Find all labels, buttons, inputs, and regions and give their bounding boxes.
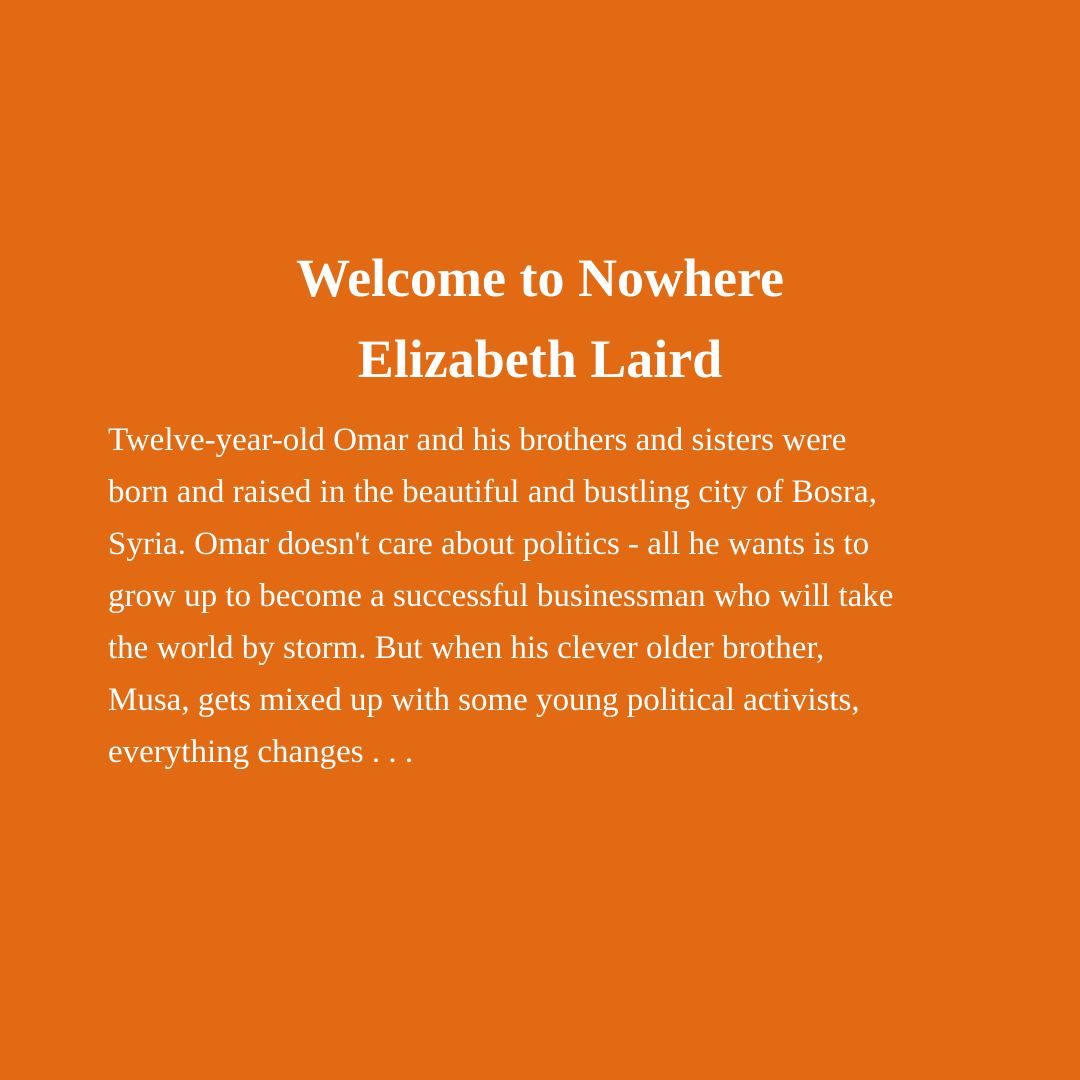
- description-line: the world by storm. But when his clever older brother,: [108, 630, 825, 666]
- book-author: Elizabeth Laird: [357, 329, 723, 389]
- description-line: Twelve-year-old Omar and his brothers and sisters were: [108, 422, 847, 458]
- book-title: Welcome to Nowhere: [296, 248, 784, 308]
- book-heading: [0, 238, 1080, 400]
- description-line: everything changes . . .: [108, 734, 414, 770]
- description-line: born and raised in the beautiful and bustling city of Bosra,: [108, 474, 877, 510]
- book-description: [108, 414, 988, 778]
- description-line: Musa, gets mixed up with some young political activists,: [108, 682, 860, 718]
- description-line: Syria. Omar doesn't care about politics - all he wants is to: [108, 526, 870, 562]
- description-line: grow up to become a successful businessman who will take: [108, 578, 894, 614]
